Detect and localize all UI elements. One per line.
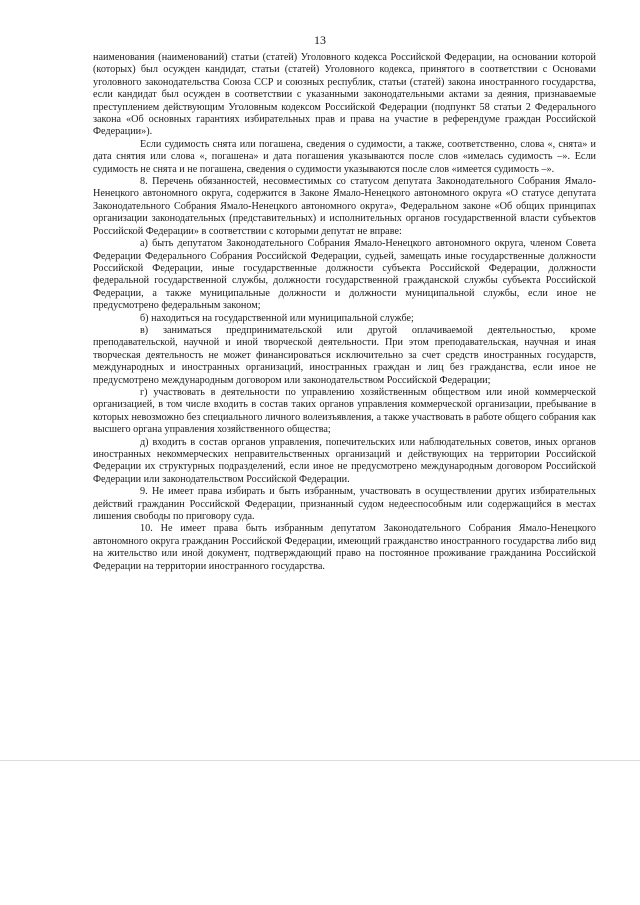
paragraph-continuation: наименования (наименований) статьи (статей) Уголовного кодекса Российской Федерации, на основании которой (которых) был осужден кандидат, статьи (статей) Уголовного кодекса, принятого в соответствии с Основами уголовного законодательства Союза ССР и союзных республик, статьи (статей) закона иностранного государства, если кандидат был осужден в соответствии с указанными законодательными актами за деяния, признаваемые преступлением действующим Уголовным кодексом Российской Федерации (подпункт 58 статьи 2 Федерального закона «Об основных гарантиях избирательных прав и права на участие в референдуме граждан Российской Федерации»). <box>93 52 596 138</box>
page-number: 13 <box>314 33 326 47</box>
paragraph-item-8: 8. Перечень обязанностей, несовместимых со статусом депутата Законодательного Собрания Ямало-Ненецкого автономного округа, содержится в Законе Ямало-Ненецкого автономного округа «О статусе депутата Законодательного Собрания Ямало-Ненецкого автономного округа», Федеральном законе «Об общих принципах организации законодательных (представительных) и исполнительных органов государственной власти субъектов Российской Федерации» в соответствии с которыми депутат не вправе: <box>93 176 596 237</box>
paragraph-item-10: 10. Не имеет права быть избранным депутатом Законодательного Собрания Ямало-Ненецкого автономного округа гражданин Российской Федерации, имеющий гражданство иностранного государства либо вид на жительство или иной документ, подтверждающий право на постоянное проживание гражданина Российской Федерации на территории иностранного государства. <box>93 523 596 572</box>
paragraph-item-8g: г) участвовать в деятельности по управлению хозяйственным обществом или иной коммерческой организацией, в том числе входить в состав таких органов управления коммерческой организации, пребывание в которых невозможно без специального личного волеизъявления, а также участвовать в работе общего собрания как высшего органа управления хозяйственного общества; <box>93 386 596 436</box>
paragraph-conviction-note: Если судимость снята или погашена, сведения о судимости, а также, соответственно, слова «, снята» и дата снятия или слова «, погашена» и дата погашения указываются после слов «имелась судимость –». Если судимость не снята и не погашена, сведения о судимости указываются после слов «имеется судимость –». <box>93 138 596 175</box>
paragraph-item-8v: в) заниматься предпринимательской или другой оплачиваемой деятельностью, кроме преподавательской, научной и иной творческой деятельности. При этом преподавательская, научная и иная творческая деятельность не может финансироваться исключительно за счет средств иностранных государств, международных и иностранных организаций, иностранных граждан и лиц без гражданства, если иное не предусмотрено международным договором или законодательством Российской Федерации; <box>93 324 596 386</box>
document-body <box>93 52 596 573</box>
paragraph-item-8a: а) быть депутатом Законодательного Собрания Ямало-Ненецкого автономного округа, членом Совета Федерации Федерального Собрания Российской Федерации, судьей, замещать иные государственные должности Российской Федерации, иные государственные должности субъекта Российской Федерации, должности федеральной государственной службы, должности государственной гражданской службы субъекта Российской Федерации, а также муниципальные должности и должности муниципальной службы, если иное не предусмотрено федеральным законом; <box>93 238 596 312</box>
paragraph-item-8b: б) находиться на государственной или муниципальной службе; <box>140 312 414 324</box>
paragraph-item-8d: д) входить в состав органов управления, попечительских или наблюдательных советов, иных органов иностранных некоммерческих неправительственных организаций и действующих на территории Российской Федерации их структурных подразделений, если иное не предусмотрено международным договором Российской Федерации или законодательством Российской Федерации. <box>93 436 596 485</box>
paragraph-item-9: 9. Не имеет права избирать и быть избранным, участвовать в осуществлении других избирательных действий гражданин Российской Федерации, признанный судом недееспособным или содержащийся в местах лишения свободы по приговору суда. <box>93 486 596 523</box>
